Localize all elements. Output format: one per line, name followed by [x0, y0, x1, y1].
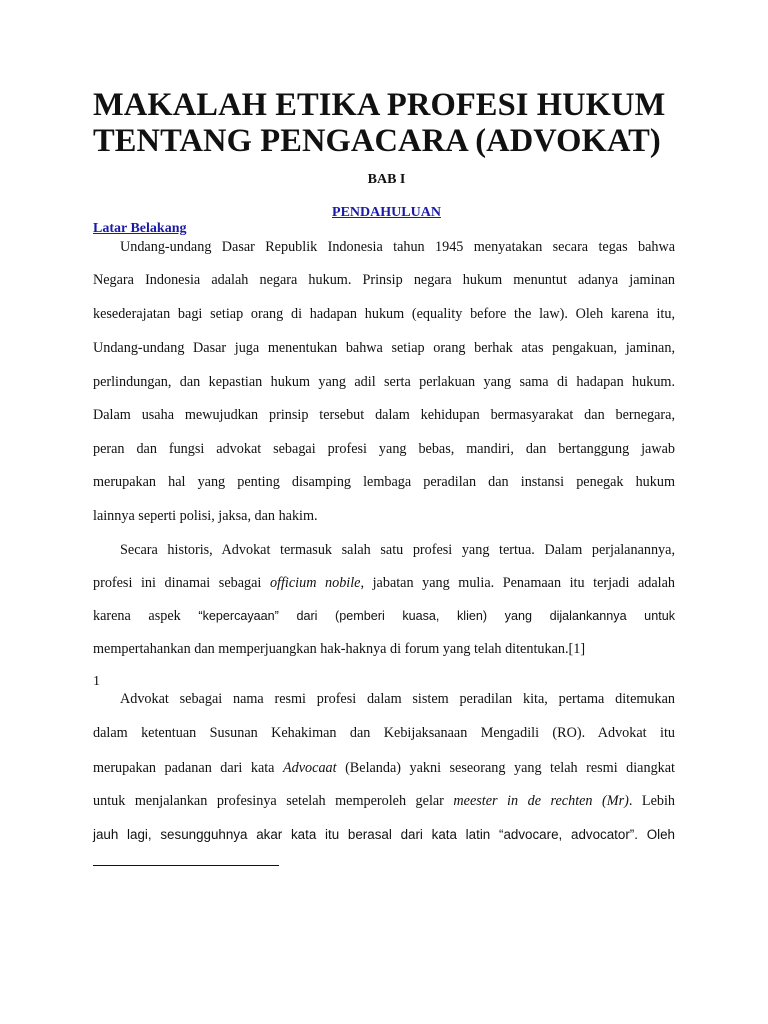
paragraph-2-line: Secara historis, Advokat termasuk salah satu profesi yang tertua. Dalam perjalanannya,: [120, 542, 675, 558]
chapter-label: BAB I: [367, 172, 406, 187]
title-line-2: TENTANG PENGACARA (ADVOKAT): [93, 123, 661, 159]
text-run-mono: “kepercayaan” dari (pemberi kuasa, klien) yang dijalankannya untuk: [198, 609, 675, 623]
paragraph-3-line: [93, 792, 675, 810]
paragraph-1-line: Undang-undang Dasar Republik Indonesia tahun 1945 menyatakan secara tegas bahwa: [120, 239, 675, 255]
text-run: untuk menjalankan profesinya setelah memperoleh gelar: [93, 793, 454, 809]
text-run: profesi ini dinamai sebagai: [93, 575, 270, 591]
section-heading-link[interactable]: Latar Belakang: [93, 221, 187, 236]
paragraph-1-line: Undang-undang Dasar juga menentukan bahwa setiap orang berhak atas pengakuan, jaminan,: [93, 340, 675, 356]
paragraph-2-line: [93, 574, 675, 592]
paragraph-1-line: lainnya seperti polisi, jaksa, dan hakim.: [93, 508, 318, 524]
paragraph-3-line: jauh lagi, sesungguhnya akar kata itu berasal dari kata latin “advocare, advocator”. Oleh: [93, 827, 675, 842]
text-run: karena aspek: [93, 608, 199, 624]
footnote-marker: 1: [93, 674, 100, 689]
italic-term: meester in de rechten (Mr): [453, 793, 629, 809]
paragraph-1-line: kesederajatan bagi setiap orang di hadapan hukum (equality before the law). Oleh karena itu,: [93, 306, 675, 322]
chapter-title-link[interactable]: PENDAHULUAN: [332, 205, 441, 220]
paragraph-1-line: Dalam usaha mewujudkan prinsip tersebut dalam kehidupan bermasyarakat dan bernegara,: [93, 407, 675, 423]
paragraph-1-line: perlindungan, dan kepastian hukum yang adil serta perlakuan yang sama di hadapan hukum.: [93, 374, 675, 390]
italic-term: Advocaat: [283, 760, 337, 776]
text-run: merupakan padanan dari kata: [93, 760, 283, 776]
italic-term: officium nobile: [269, 575, 361, 591]
paragraph-2-line: [93, 607, 675, 625]
paragraph-1-line: merupakan hal yang penting disamping lembaga peradilan dan instansi penegak hukum: [93, 474, 675, 490]
document-title: [93, 87, 693, 159]
paragraph-2-line: [93, 640, 675, 658]
footnote-separator: [93, 865, 279, 866]
text-run: (Belanda) yakni seseorang yang telah resmi diangkat: [336, 760, 676, 776]
text-run: . Lebih: [628, 793, 675, 809]
paragraph-3-line: dalam ketentuan Susunan Kehakiman dan Kebijaksanaan Mengadili (RO). Advokat itu: [93, 725, 675, 741]
paragraph-3-line: Advokat sebagai nama resmi profesi dalam sistem peradilan kita, pertama ditemukan: [120, 691, 675, 707]
paragraph-1-line: Negara Indonesia adalah negara hukum. Prinsip negara hukum menuntut adanya jaminan: [93, 272, 675, 288]
paragraph-3-line: [93, 759, 675, 777]
text-run: , jabatan yang mulia. Penamaan itu terjadi adalah: [360, 575, 676, 591]
title-line-1: MAKALAH ETIKA PROFESI HUKUM: [93, 87, 666, 123]
text-run: mempertahankan dan memperjuangkan hak-haknya di forum yang telah ditentukan.[1]: [93, 641, 586, 657]
paragraph-1-line: peran dan fungsi advokat sebagai profesi yang bebas, mandiri, dan bertanggung jawab: [93, 441, 675, 457]
